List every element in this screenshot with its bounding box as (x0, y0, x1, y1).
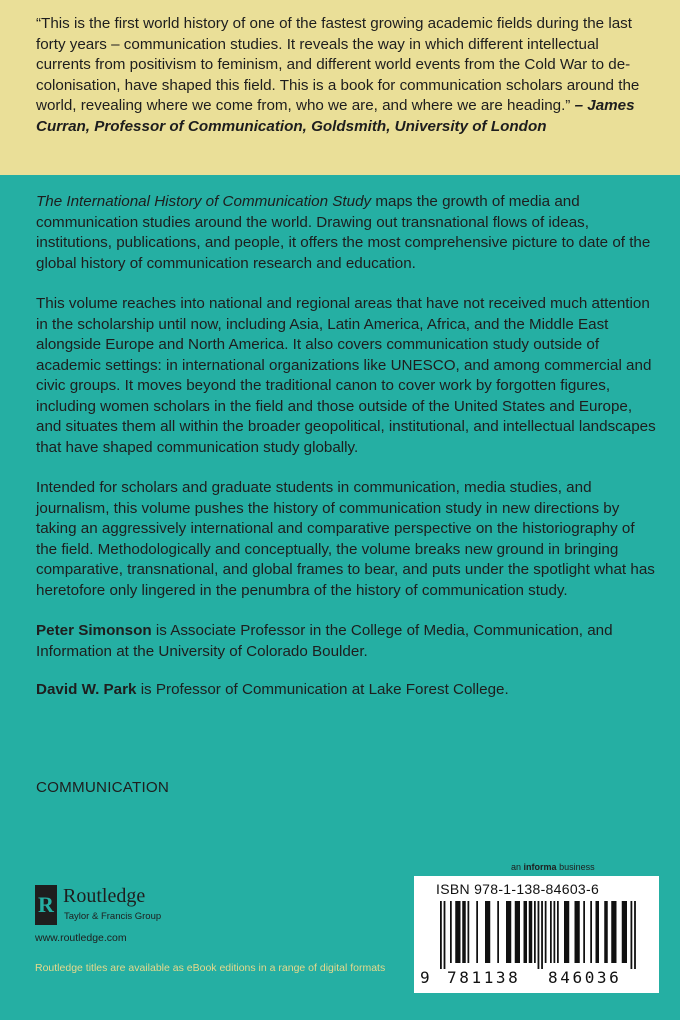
barcode-digit-first: 9 (420, 968, 430, 987)
author-bio-1 (36, 621, 656, 662)
informa-brand: informa (523, 862, 557, 872)
description-paragraph-3: Intended for scholars and graduate students in communication, media studies, and journalism, this volume pushes the history of communication study in new directions by taking an aggressively international and comparative perspective on the historiography of the field. Methodologically and conceptually, the volume breaks new ground in bringing comparative, transnational, and global frames to bear, and puts under the spotlight what has heretofore only lingered in the penumbra of the history of communication study. (36, 479, 655, 599)
routledge-logo-icon (35, 885, 57, 925)
barcode-bar (590, 901, 592, 963)
barcode-bar (515, 901, 520, 963)
barcode-bar (575, 901, 580, 963)
informa-suffix: business (559, 862, 595, 872)
barcode-bar (462, 901, 466, 963)
barcode-bar (450, 901, 452, 963)
isbn-barcode (414, 876, 659, 993)
barcode-bar (440, 901, 442, 969)
barcode-bar (564, 901, 569, 963)
barcode-bar (611, 901, 616, 963)
publisher-website: www.routledge.com (35, 932, 127, 944)
barcode-bar (534, 901, 536, 963)
barcode-bar (554, 901, 556, 963)
barcode-bar (455, 901, 460, 963)
endorsement-quote-band (0, 0, 680, 175)
barcode-bar (524, 901, 528, 963)
author-name-1: Peter Simonson (36, 622, 152, 639)
informa-business-tagline (511, 862, 595, 872)
barcode-bar (583, 901, 585, 963)
book-title-italic: The International History of Communication Study (36, 193, 372, 210)
barcode-bar (634, 901, 636, 969)
publisher-group: Taylor & Francis Group (64, 911, 162, 922)
isbn-number: ISBN 978-1-138-84603-6 (436, 881, 600, 897)
barcode-bar (631, 901, 633, 969)
description-paragraph-1 (36, 192, 656, 274)
subject-category: COMMUNICATION (36, 779, 170, 796)
author-name-2: David W. Park (36, 681, 137, 698)
barcode-bar (485, 901, 490, 963)
barcode-bar (596, 901, 600, 963)
barcode-bar (497, 901, 499, 963)
barcode-bar (468, 901, 470, 963)
description-paragraph-2: This volume reaches into national and regional areas that have not received much attention in the scholarship until now, including Asia, Latin America, Africa, and the Middle East alongside Europe and North America. It also covers communication study outside of academic settings: in international organizations like UNESCO, and among commercial and civic groups. It moves beyond the traditional canon to cover work by forgotten figures, including women scholars in the field and those outside of the United States and Europe, and situates them all within the broader geopolitical, institutional, and intellectual landscapes that have shaped communication study globally. (36, 295, 656, 456)
barcode-bar (541, 901, 543, 969)
author-bio-text-2: is Professor of Communication at Lake Forest College. (140, 681, 509, 698)
informa-prefix: an (511, 862, 522, 872)
author-bio-text-1: is Associate Professor in the College of Media, Communication, and Information at the University of Colorado Boulder. (36, 622, 613, 660)
barcode-digits-right: 846036 (548, 968, 622, 987)
barcode-bar (506, 901, 511, 963)
endorsement-quote-text: “This is the first world history of one of the fastest growing academic fields during the last forty years – communication studies. It reveals the way in which different intellectual currents from positivism to feminism, and different world events from the Cold War to de-colonisation, have shaped this field. This is a book for communication scholars around the world, revealing where we come from, who we are, and where we are heading.” (36, 15, 640, 114)
barcode-bar (622, 901, 627, 963)
barcode-bar (476, 901, 478, 963)
barcode-bar (557, 901, 559, 963)
endorsement-attribution: – James Curran, Professor of Communication, Goldsmith, University of London (36, 97, 635, 135)
barcode-bar (529, 901, 533, 963)
publisher-name: Routledge (63, 885, 146, 907)
barcode-bar (550, 901, 552, 963)
barcode-bar (444, 901, 446, 969)
routledge-logo-letter: R (38, 892, 54, 917)
back-cover-description (36, 192, 656, 721)
barcode-digits-left: 781138 (447, 968, 521, 987)
barcode-bar (604, 901, 608, 963)
author-bio-2 (36, 680, 656, 701)
ebook-availability-note: Routledge titles are available as eBook editions in a range of digital formats (35, 962, 386, 974)
barcode-bar (545, 901, 547, 963)
barcode-bar (538, 901, 540, 969)
description-paragraph-1-text: maps the growth of media and communication studies around the world. Drawing out transnational flows of ideas, institutions, publications, and people, it offers the most comprehensive picture to date of the global history of communication research and education. (36, 193, 651, 272)
